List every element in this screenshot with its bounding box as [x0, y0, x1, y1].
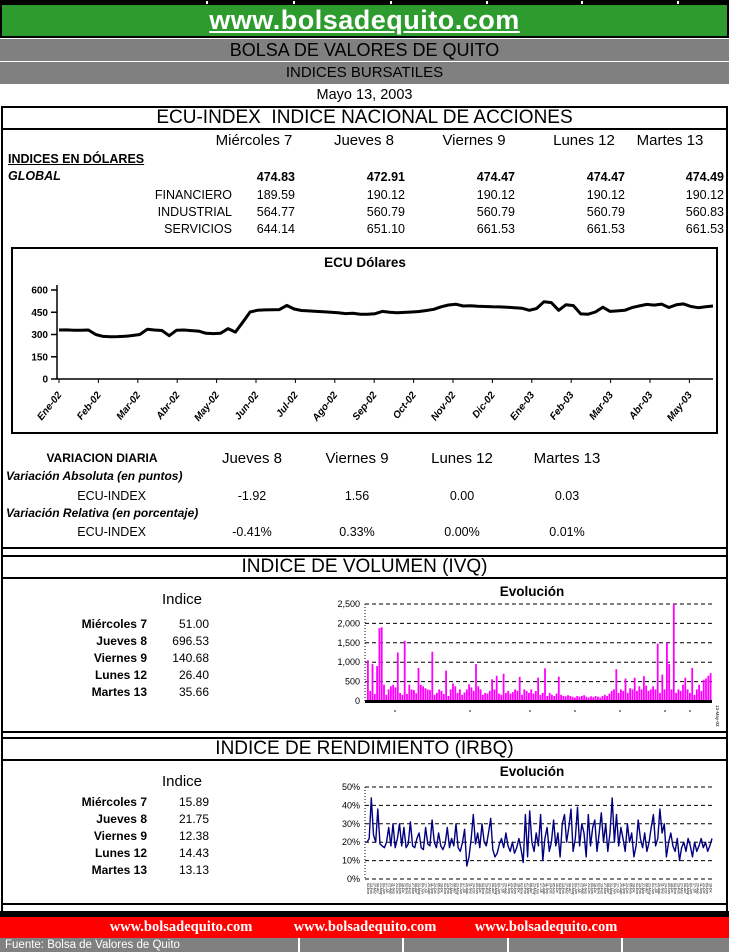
svg-text:13-Feb: 13-Feb	[599, 883, 604, 895]
table-cell: 35.66	[178, 685, 209, 699]
svg-text:17-Jul: 17-Jul	[385, 883, 390, 893]
svg-text:Nov-02: Nov-02	[429, 390, 459, 424]
svg-text:11-Sep: 11-Sep	[660, 883, 665, 895]
svg-text:29-Ago: 29-Ago	[695, 883, 700, 895]
table-cell: 190.12	[366, 188, 405, 202]
svg-text:Evolución: Evolución	[499, 764, 565, 779]
svg-text:02-Ene: 02-Ene	[404, 883, 409, 895]
table-cell: 644.14	[256, 222, 295, 236]
svg-text:50%: 50%	[341, 782, 360, 792]
table-cell: 661.53	[586, 222, 625, 236]
svg-text:08-Abr: 08-Abr	[567, 883, 572, 894]
svg-text:Mar-02: Mar-02	[114, 390, 144, 423]
svg-text:11-Sep: 11-Sep	[583, 883, 588, 895]
svg-text:1,000: 1,000	[337, 657, 360, 668]
svg-text:May-03: May-03	[665, 390, 695, 424]
svg-text:29-Ago: 29-Ago	[465, 883, 470, 895]
irbq-evolution-chart	[320, 760, 722, 910]
svg-text:ECU Dólares: ECU Dólares	[324, 255, 406, 270]
row-label: Miércoles 7	[81, 617, 147, 631]
svg-text:17-Jul: 17-Jul	[577, 883, 582, 893]
svg-text:18-Dic: 18-Dic	[439, 883, 444, 894]
svg-text:05-Nov: 05-Nov	[513, 883, 518, 895]
svg-text:29-Ago: 29-Ago	[542, 883, 546, 895]
row-label: Miércoles 7	[81, 795, 147, 809]
table-cell: 1.56	[344, 489, 370, 503]
row-label: INDUSTRIAL	[157, 205, 232, 219]
svg-text:13-Feb: 13-Feb	[676, 883, 681, 895]
site-url-link[interactable]: www.bolsadequito.com	[109, 919, 253, 935]
svg-text:Feb-03: Feb-03	[548, 390, 577, 423]
svg-text:08-Abr: 08-Abr	[452, 883, 457, 894]
svg-text:17-Jul: 17-Jul	[462, 883, 466, 893]
org-title: BOLSA DE VALORES DE QUITO	[0, 39, 729, 61]
svg-text:17-Jul: 17-Jul	[692, 883, 697, 893]
variation-abs-label: Variación Absoluta (en puntos)	[6, 469, 183, 483]
svg-text:May-02: May-02	[192, 390, 222, 424]
table-row	[2, 221, 727, 238]
svg-text:500: 500	[344, 676, 360, 687]
day-header: Lunes 12	[431, 450, 493, 467]
column-tick	[677, 1, 679, 4]
site-url-link[interactable]: www.bolsadequito.com	[293, 919, 437, 935]
footer-cell-divider	[298, 938, 300, 952]
svg-text:08-Abr: 08-Abr	[682, 883, 687, 894]
report-title: INDICES BURSATILES	[0, 62, 729, 84]
svg-text:04-Jun: 04-Jun	[458, 883, 463, 894]
svg-text:04-Jun: 04-Jun	[420, 883, 425, 894]
svg-text:Ene-03: Ene-03	[508, 390, 538, 423]
variation-rel-label-row	[2, 506, 727, 523]
svg-text:02-Ene: 02-Ene	[519, 883, 524, 895]
table-cell: 15.89	[178, 795, 209, 809]
svg-text:13-Feb: 13-Feb	[638, 883, 642, 895]
svg-text:04-Jun: 04-Jun	[689, 883, 694, 894]
svg-text:27-Mar: 27-Mar	[641, 883, 646, 895]
svg-text:04-Jun: 04-Jun	[650, 883, 655, 894]
svg-text:18-Dic: 18-Dic	[593, 883, 598, 894]
svg-text:0%: 0%	[346, 874, 360, 884]
table-cell: 0.03	[554, 489, 580, 503]
svg-text:450: 450	[31, 307, 48, 319]
svg-text:18-Dic: 18-Dic	[516, 883, 521, 894]
svg-text:13-Feb: 13-Feb	[446, 883, 450, 895]
table-cell: 696.53	[172, 634, 209, 648]
svg-text:2,500: 2,500	[337, 599, 360, 609]
svg-text:2,000: 2,000	[337, 618, 360, 629]
svg-text:21-May: 21-May	[647, 883, 652, 895]
column-header: Indice	[161, 773, 203, 790]
table-cell: 560.79	[366, 205, 405, 219]
variation-abs-row	[2, 488, 727, 505]
table-cell: 560.79	[586, 205, 625, 219]
svg-text:17-Jul: 17-Jul	[500, 883, 505, 893]
svg-text:17-Jul: 17-Jul	[615, 883, 620, 893]
svg-text:24-Oct: 24-Oct	[510, 883, 514, 894]
svg-text:05-Nov: 05-Nov	[590, 883, 594, 895]
table-cell: 0.33%	[339, 525, 375, 539]
svg-text:17-Jul: 17-Jul	[538, 883, 543, 893]
svg-text:02-Ene: 02-Ene	[442, 883, 447, 895]
svg-text:29-Ago: 29-Ago	[426, 883, 431, 895]
svg-text:18-Dic: 18-Dic	[631, 883, 636, 894]
column-tick	[486, 1, 488, 4]
svg-text:24-Oct: 24-Oct	[625, 883, 630, 894]
svg-text:21-May: 21-May	[609, 883, 614, 895]
table-row	[2, 169, 727, 186]
ecu-section-title: ECU-INDEX INDICE NACIONAL DE ACCIONES	[1, 106, 728, 130]
row-label: ECU-INDEX	[77, 525, 146, 539]
day-header: Viernes 9	[442, 132, 506, 149]
table-cell: 190.12	[476, 188, 515, 202]
table-cell: 190.12	[685, 188, 724, 202]
svg-text:27-Mar: 27-Mar	[410, 883, 415, 895]
row-label: ECU-INDEX	[77, 489, 146, 503]
svg-text:11-Sep: 11-Sep	[468, 883, 473, 895]
section-divider	[1, 547, 728, 549]
ivq-section-title: INDICE DE VOLUMEN (IVQ)	[1, 555, 728, 579]
table-cell: 14.43	[178, 846, 209, 860]
table-cell: 474.47	[586, 170, 625, 184]
svg-text:Jul-02: Jul-02	[274, 390, 301, 420]
svg-text:08-Abr: 08-Abr	[414, 883, 418, 894]
svg-text:27-Mar: 27-Mar	[372, 883, 377, 895]
day-header: Martes 13	[636, 132, 704, 149]
svg-text:21-May: 21-May	[378, 883, 383, 895]
svg-text:27-Mar: 27-Mar	[679, 883, 684, 895]
day-header: Viernes 9	[325, 450, 389, 467]
svg-text:21-May: 21-May	[532, 883, 537, 895]
svg-text:Oct-02: Oct-02	[391, 390, 419, 422]
svg-text:30%: 30%	[341, 818, 360, 829]
table-row	[2, 187, 727, 204]
source-label: Fuente: Bolsa de Valores de Quito	[5, 939, 180, 951]
variation-abs-label-row	[2, 469, 727, 486]
svg-text:20%: 20%	[341, 837, 360, 848]
svg-text:08-Abr: 08-Abr	[375, 883, 380, 894]
svg-text:18-Dic: 18-Dic	[670, 883, 674, 894]
svg-text:29-Ago: 29-Ago	[503, 883, 508, 895]
svg-text:18-Dic: 18-Dic	[478, 883, 482, 894]
svg-text:08-Abr: 08-Abr	[529, 883, 534, 894]
day-header: Jueves 8	[333, 132, 395, 149]
svg-text:Sep-02: Sep-02	[350, 390, 380, 423]
variation-header-row	[2, 450, 727, 467]
column-tick	[206, 1, 208, 4]
svg-text:13-Feb: 13-Feb	[522, 883, 527, 895]
day-header: Miércoles 7	[215, 132, 293, 149]
svg-text:08-Abr: 08-Abr	[644, 883, 649, 894]
column-tick	[390, 1, 392, 4]
row-label: Lunes 12	[94, 846, 147, 860]
table-cell: 13.13	[178, 863, 209, 877]
svg-text:04-Jun: 04-Jun	[497, 883, 502, 894]
svg-text:27-Mar: 27-Mar	[487, 883, 492, 895]
table-cell: 51.00	[178, 617, 209, 631]
svg-text:11-Sep: 11-Sep	[506, 883, 511, 895]
footer-cell-divider	[402, 938, 404, 952]
table-row	[2, 204, 727, 221]
svg-text:05-Nov: 05-Nov	[666, 883, 671, 895]
svg-text:08-Abr: 08-Abr	[606, 883, 610, 894]
svg-text:300: 300	[31, 330, 48, 341]
footer-cell-divider	[621, 938, 623, 952]
svg-text:04-Jun: 04-Jun	[382, 883, 386, 894]
variation-title: VARIACION DIARIA	[46, 451, 158, 465]
day-header: Martes 13	[533, 450, 601, 467]
svg-text:05-Nov: 05-Nov	[705, 883, 710, 895]
svg-text:29-Ago: 29-Ago	[580, 883, 585, 895]
svg-text:02-Ene: 02-Ene	[634, 883, 639, 895]
footer-cell-divider	[507, 938, 509, 952]
svg-text:Feb-02: Feb-02	[75, 390, 104, 423]
table-cell: 190.12	[586, 188, 625, 202]
svg-text:24-Oct: 24-Oct	[394, 883, 399, 894]
table-cell: 560.79	[476, 205, 515, 219]
row-label: Jueves 8	[96, 634, 147, 648]
svg-text:13-May-03: 13-May-03	[715, 705, 720, 727]
svg-text:600: 600	[31, 285, 48, 297]
svg-text:24-Oct: 24-Oct	[702, 883, 706, 894]
footer-links-bar	[0, 917, 729, 938]
svg-text:02-Ene: 02-Ene	[558, 883, 562, 895]
svg-text:13-Feb: 13-Feb	[407, 883, 412, 895]
group-label-row	[2, 152, 727, 169]
svg-text:21-May: 21-May	[686, 883, 690, 895]
column-header: Indice	[161, 591, 203, 608]
svg-text:17-Jul: 17-Jul	[423, 883, 428, 893]
section-divider	[1, 903, 728, 905]
svg-text:24-Oct: 24-Oct	[471, 883, 476, 894]
svg-text:29-Ago: 29-Ago	[618, 883, 623, 895]
row-label: Viernes 9	[93, 651, 147, 665]
table-cell: 189.59	[256, 188, 295, 202]
irbq-evolution-chart-svg	[320, 760, 722, 905]
svg-text:27-Mar: 27-Mar	[564, 883, 569, 895]
svg-text:1,500: 1,500	[337, 637, 360, 648]
table-cell: 560.83	[685, 205, 724, 219]
ecu-dolares-chart-svg	[13, 249, 716, 432]
table-cell: 651.10	[366, 222, 405, 236]
row-label: Viernes 9	[93, 829, 147, 843]
row-label: Lunes 12	[94, 668, 147, 682]
ivq-evolution-chart	[320, 580, 722, 735]
svg-text:Mar-03: Mar-03	[587, 390, 616, 423]
table-cell: 474.47	[476, 170, 515, 184]
day-header: Lunes 12	[553, 132, 615, 149]
svg-text:04-Jun: 04-Jun	[535, 883, 540, 894]
row-label: Martes 13	[91, 863, 147, 877]
svg-text:18-Dic: 18-Dic	[708, 883, 713, 894]
svg-text:Ene-02: Ene-02	[35, 390, 65, 423]
svg-text:27-Mar: 27-Mar	[602, 883, 607, 895]
day-header-row	[2, 132, 727, 149]
svg-text:29-Ago: 29-Ago	[388, 883, 393, 895]
svg-text:11-Sep: 11-Sep	[698, 883, 703, 895]
site-url-link[interactable]: www.bolsadequito.com	[209, 5, 520, 35]
variation-rel-row	[2, 524, 727, 541]
table-cell: 472.91	[366, 170, 405, 184]
table-cell: 661.53	[685, 222, 724, 236]
svg-text:21-May: 21-May	[494, 883, 498, 895]
svg-text:05-Nov: 05-Nov	[474, 883, 479, 895]
svg-text:11-Sep: 11-Sep	[622, 883, 626, 895]
ivq-evolution-chart-svg	[320, 580, 722, 730]
table-cell: 564.77	[256, 205, 295, 219]
table-cell: 0.00	[449, 489, 475, 503]
svg-text:18-Dic: 18-Dic	[554, 883, 559, 894]
svg-text:0: 0	[354, 696, 360, 706]
day-header: Jueves 8	[221, 450, 283, 467]
table-cell: -1.92	[237, 489, 267, 503]
row-label: SERVICIOS	[164, 222, 232, 236]
table-cell: 0.00%	[444, 525, 480, 539]
svg-text:05-Nov: 05-Nov	[436, 883, 441, 895]
row-label: GLOBAL	[8, 169, 61, 183]
svg-text:Abr-03: Abr-03	[627, 390, 656, 422]
table-cell: 140.68	[172, 651, 209, 665]
svg-text:02-Ene: 02-Ene	[673, 883, 678, 895]
svg-text:27-Mar: 27-Mar	[449, 883, 454, 895]
section-divider	[1, 731, 728, 733]
table-cell: -0.41%	[232, 525, 272, 539]
svg-text:24-Oct: 24-Oct	[663, 883, 668, 894]
svg-text:27-Mar: 27-Mar	[526, 883, 530, 895]
svg-text:0: 0	[42, 374, 48, 386]
table-cell: 474.83	[256, 170, 295, 184]
svg-text:13-Feb: 13-Feb	[484, 883, 489, 895]
row-label: FINANCIERO	[154, 188, 232, 202]
svg-text:Evolución: Evolución	[499, 584, 565, 599]
svg-text:Jun-02: Jun-02	[232, 390, 262, 423]
table-cell: 21.75	[178, 812, 209, 826]
report-date: Mayo 13, 2003	[316, 87, 413, 103]
svg-text:05-Nov: 05-Nov	[551, 883, 556, 895]
group-label: INDICES EN DÓLARES	[8, 152, 145, 166]
svg-text:11-Sep: 11-Sep	[430, 883, 434, 895]
svg-text:40%: 40%	[341, 800, 360, 811]
svg-text:Abr-02: Abr-02	[154, 390, 183, 422]
svg-text:02-Ene: 02-Ene	[366, 883, 370, 895]
svg-text:150: 150	[31, 352, 48, 364]
svg-text:24-Oct: 24-Oct	[548, 883, 553, 894]
table-cell: 26.40	[178, 668, 209, 682]
svg-text:21-May: 21-May	[417, 883, 422, 895]
variation-rel-label: Variación Relativa (en porcentaje)	[6, 506, 199, 520]
footer-source-bar	[0, 938, 729, 952]
svg-text:10%: 10%	[341, 855, 360, 866]
svg-text:04-Jun: 04-Jun	[612, 883, 617, 894]
table-cell: 661.53	[476, 222, 515, 236]
svg-text:05-Nov: 05-Nov	[398, 883, 402, 895]
table-cell: 0.01%	[549, 525, 585, 539]
svg-text:04-Jun: 04-Jun	[574, 883, 578, 894]
svg-text:11-Sep: 11-Sep	[545, 883, 550, 895]
column-tick	[293, 1, 295, 4]
svg-text:24-Oct: 24-Oct	[433, 883, 438, 894]
svg-text:21-May: 21-May	[570, 883, 575, 895]
ecu-dolares-chart	[11, 247, 718, 434]
table-cell: 474.49	[685, 170, 724, 184]
svg-text:11-Sep: 11-Sep	[391, 883, 396, 895]
svg-text:Ago-02: Ago-02	[310, 390, 341, 424]
svg-text:08-Abr: 08-Abr	[490, 883, 495, 894]
irbq-section-title: INDICE DE RENDIMIENTO (IRBQ)	[1, 737, 728, 761]
svg-text:17-Jul: 17-Jul	[654, 883, 658, 893]
svg-text:13-Feb: 13-Feb	[561, 883, 566, 895]
row-label: Jueves 8	[96, 812, 147, 826]
column-tick	[581, 1, 583, 4]
svg-text:24-Oct: 24-Oct	[586, 883, 591, 894]
svg-text:02-Ene: 02-Ene	[481, 883, 486, 895]
svg-text:29-Ago: 29-Ago	[657, 883, 662, 895]
svg-text:05-Nov: 05-Nov	[628, 883, 633, 895]
svg-text:13-Feb: 13-Feb	[369, 883, 374, 895]
svg-text:18-Dic: 18-Dic	[401, 883, 406, 894]
svg-text:Dic-02: Dic-02	[470, 390, 498, 421]
row-label: Martes 13	[91, 685, 147, 699]
svg-text:02-Ene: 02-Ene	[596, 883, 601, 895]
table-cell: 12.38	[178, 829, 209, 843]
site-url-link[interactable]: www.bolsadequito.com	[474, 919, 618, 935]
svg-text:21-May: 21-May	[455, 883, 460, 895]
site-banner	[0, 5, 729, 38]
